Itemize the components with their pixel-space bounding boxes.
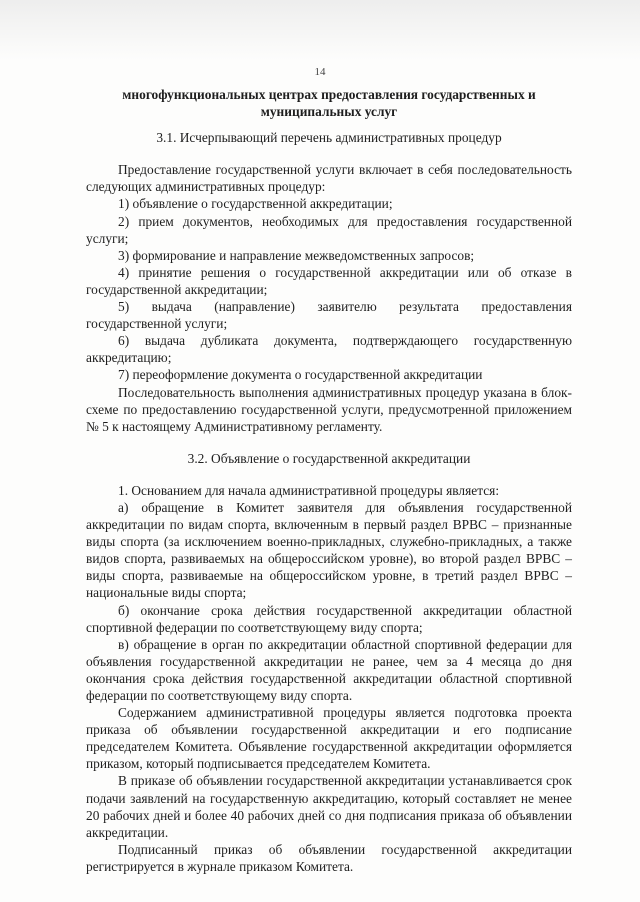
paragraph: 1. Основанием для начала административной процедуры является: (118, 482, 500, 498)
list-item: 2) прием документов, необходимых для предоставления государственной услуги; (86, 213, 572, 246)
paragraph: В приказе об объявлении государственной аккредитации устанавливается срок подачи заявлений на государственную аккредитацию, который составляет не менее 20 рабочих дней и более 40 рабочих дней со дня подписания приказа об объявлении аккредитации. (86, 773, 572, 840)
paragraph: Предоставление государственной услуги включает в себя последовательность следующих административных процедур: (86, 162, 572, 195)
paragraph: Последовательность выполнения административных процедур указана в блок-схеме по предоставлению государственной услуги, предусмотренной приложением № 5 к настоящему Административному регламенту. (86, 384, 572, 434)
list-item: 7) переоформление документа о государственной аккредитации (118, 367, 483, 383)
list-item: 4) принятие решения о государственной аккредитации или об отказе в государственной аккредитации; (86, 264, 572, 297)
section-heading-3-1: 3.1. Исчерпывающий перечень административных процедур (156, 130, 502, 146)
list-item: 1) объявление о государственной аккредитации; (118, 196, 393, 212)
list-item: б) окончание срока действия государственной аккредитации областной спортивной федерации по соответствующему виду спорта; (86, 602, 572, 635)
list-item: 6) выдача дубликата документа, подтверждающего государственную аккредитацию; (86, 333, 572, 366)
section-3-1-body (86, 161, 572, 435)
page-number: 14 (314, 66, 326, 78)
scan-shadow (0, 0, 640, 60)
list-item: 5) выдача (направление) заявителю результата предоставления государственной услуги; (86, 299, 572, 332)
section-heading-3-2: 3.2. Объявление о государственной аккредитации (187, 450, 471, 466)
list-item: а) обращение в Комитет заявителя для объявления государственной аккредитации по видам спорта, включенным в первый раздел ВРВС – признанные виды спорта (за исключением военно-прикладных, служебно-прикладных, а также видов спорта, развиваемых на общероссийском уровне), во второй раздел ВРВС – виды спорта, развиваемые на общероссийском уровне, в третий раздел ВРВС – национальные виды спорта; (86, 499, 572, 601)
paragraph: Содержанием административной процедуры является подготовка проекта приказа об объявлении государственной аккредитации и его подписание председателем Комитета. Объявление государственной аккредитации оформляется приказом, который подписывается председателем Комитета. (86, 705, 572, 772)
list-item: в) обращение в орган по аккредитации областной спортивной федерации для объявления государственной аккредитации не ранее, чем за 4 месяца до дня окончания срока действия государственной аккредитации областной спортивной федерации по соответствующему виду спорта. (86, 636, 572, 703)
section-3-2-body (86, 482, 572, 875)
paragraph: Подписанный приказ об объявлении государственной аккредитации регистрируется в журнале приказом Комитета. (86, 841, 572, 874)
list-item: 3) формирование и направление межведомственных запросов; (118, 247, 475, 263)
document-body (86, 86, 572, 875)
page-title: многофункциональных центрах предоставления государственных и муниципальных услуг (122, 87, 536, 120)
